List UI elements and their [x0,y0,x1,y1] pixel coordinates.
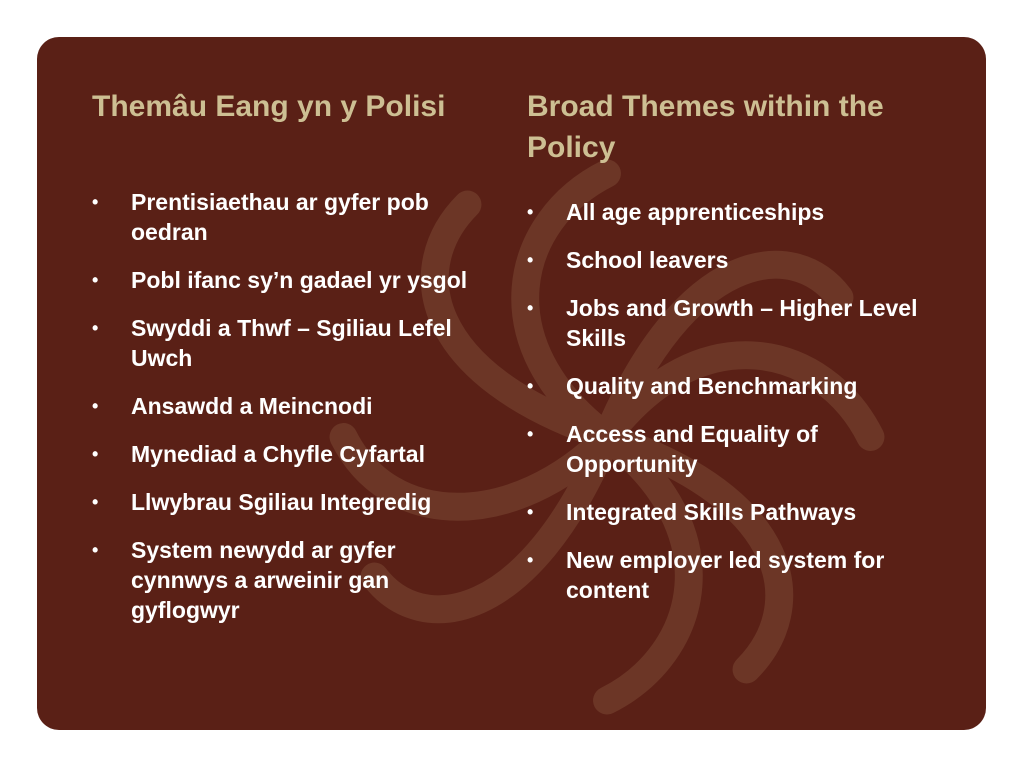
list-item: • Swyddi a Thwf – Sgiliau Lefel Uwch [92,315,452,371]
list-item: • New employer led system for content [527,547,885,603]
bullet-icon: • [92,192,99,212]
bullet-icon: • [527,502,534,522]
list-item: • Prentisiaethau ar gyfer pob oedran [92,189,429,245]
english-bullet-list [527,197,927,623]
bullet-icon: • [527,298,534,318]
list-item: • School leavers [527,247,729,273]
list-item: • Jobs and Growth – Higher Level Skills [527,295,918,351]
bullet-icon: • [92,540,99,560]
list-item: • All age apprenticeships [527,199,825,225]
list-item: • Ansawdd a Meincnodi [92,393,373,419]
bullet-icon: • [527,424,534,444]
list-item: • Llwybrau Sgiliau Integredig [92,489,432,515]
bullet-icon: • [92,444,99,464]
english-heading: Broad Themes within the Policy [527,90,884,164]
welsh-heading: Themâu Eang yn y Polisi [92,90,446,123]
bullet-icon: • [92,270,99,290]
list-item: • System newydd ar gyfer cynnwys a arweinir gan gyflogwyr [92,537,396,623]
list-item: • Pobl ifanc sy’n gadael yr ysgol [92,267,468,293]
bullet-icon: • [527,250,534,270]
bullet-icon: • [527,202,534,222]
bullet-icon: • [92,396,99,416]
bullet-icon: • [527,376,534,396]
bullet-icon: • [92,318,99,338]
list-item: • Integrated Skills Pathways [527,499,857,525]
bullet-icon: • [527,550,534,570]
list-item: • Mynediad a Chyfle Cyfartal [92,441,425,467]
list-item: • Quality and Benchmarking [527,373,858,399]
welsh-bullet-list [92,187,492,643]
list-item: • Access and Equality of Opportunity [527,421,818,477]
slide-panel [37,37,986,730]
bullet-icon: • [92,492,99,512]
